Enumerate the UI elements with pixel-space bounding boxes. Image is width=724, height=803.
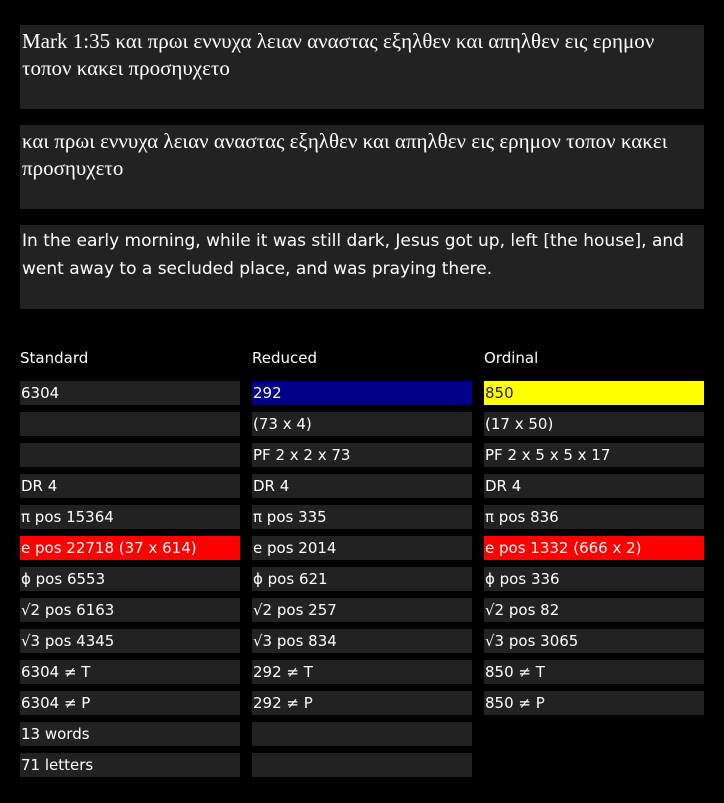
column-header-ordinal: Ordinal [484,349,539,367]
reduced-sqrt2-position: √2 pos 257 [252,598,472,622]
reduced-prime-check: 292 ≠ P [252,691,472,715]
ordinal-value: 850 [484,381,704,405]
standard-phi-position: ϕ pos 6553 [20,567,240,591]
verse-greek-with-reference-text: Mark 1:35 και πρωι εννυχα λειαν αναστας εξηλθεν και απηλθεν εις ερημον τοπον κακει προσηυχετο [22,29,655,80]
column-header-standard: Standard [20,349,89,367]
standard-prime-factors [20,443,240,467]
ordinal-triangular-check: 850 ≠ T [484,660,704,684]
column-header-reduced: Reduced [252,349,318,367]
standard-value: 6304 [20,381,240,405]
ordinal-sqrt3-position: √3 pos 3065 [484,629,704,653]
verse-greek [20,125,704,209]
standard-e-position: e pos 22718 (37 x 614) [20,536,240,560]
ordinal-sqrt2-position: √2 pos 82 [484,598,704,622]
reduced-sqrt3-position: √3 pos 834 [252,629,472,653]
ordinal-factors: (17 x 50) [484,412,704,436]
standard-letter-count: 71 letters [20,753,240,777]
standard-digital-root: DR 4 [20,474,240,498]
standard-word-count: 13 words [20,722,240,746]
verse-english [20,225,704,309]
ordinal-e-position: e pos 1332 (666 x 2) [484,536,704,560]
reduced-digital-root: DR 4 [252,474,472,498]
reduced-empty-cell [252,753,472,777]
reduced-factors: (73 x 4) [252,412,472,436]
reduced-triangular-check: 292 ≠ T [252,660,472,684]
standard-factors [20,412,240,436]
ordinal-digital-root: DR 4 [484,474,704,498]
reduced-e-position: e pos 2014 [252,536,472,560]
reduced-phi-position: ϕ pos 621 [252,567,472,591]
verse-english-text: In the early morning, while it was still dark, Jesus got up, left [the house], and went away to a secluded place, and was praying there. [22,231,684,279]
reduced-empty-cell [252,722,472,746]
standard-sqrt2-position: √2 pos 6163 [20,598,240,622]
standard-prime-check: 6304 ≠ P [20,691,240,715]
standard-pi-position: π pos 15364 [20,505,240,529]
ordinal-prime-check: 850 ≠ P [484,691,704,715]
standard-column [20,381,240,784]
reduced-column [252,381,472,784]
verse-greek-text: και πρωι εννυχα λειαν αναστας εξηλθεν και απηλθεν εις ερημον τοπον κακει προσηυχετο [22,129,668,180]
verse-greek-with-reference [20,25,704,109]
ordinal-pi-position: π pos 836 [484,505,704,529]
standard-triangular-check: 6304 ≠ T [20,660,240,684]
reduced-value: 292 [252,381,472,405]
ordinal-column [484,381,704,722]
reduced-pi-position: π pos 335 [252,505,472,529]
ordinal-phi-position: ϕ pos 336 [484,567,704,591]
reduced-prime-factors: PF 2 x 2 x 73 [252,443,472,467]
standard-sqrt3-position: √3 pos 4345 [20,629,240,653]
ordinal-prime-factors: PF 2 x 5 x 5 x 17 [484,443,704,467]
